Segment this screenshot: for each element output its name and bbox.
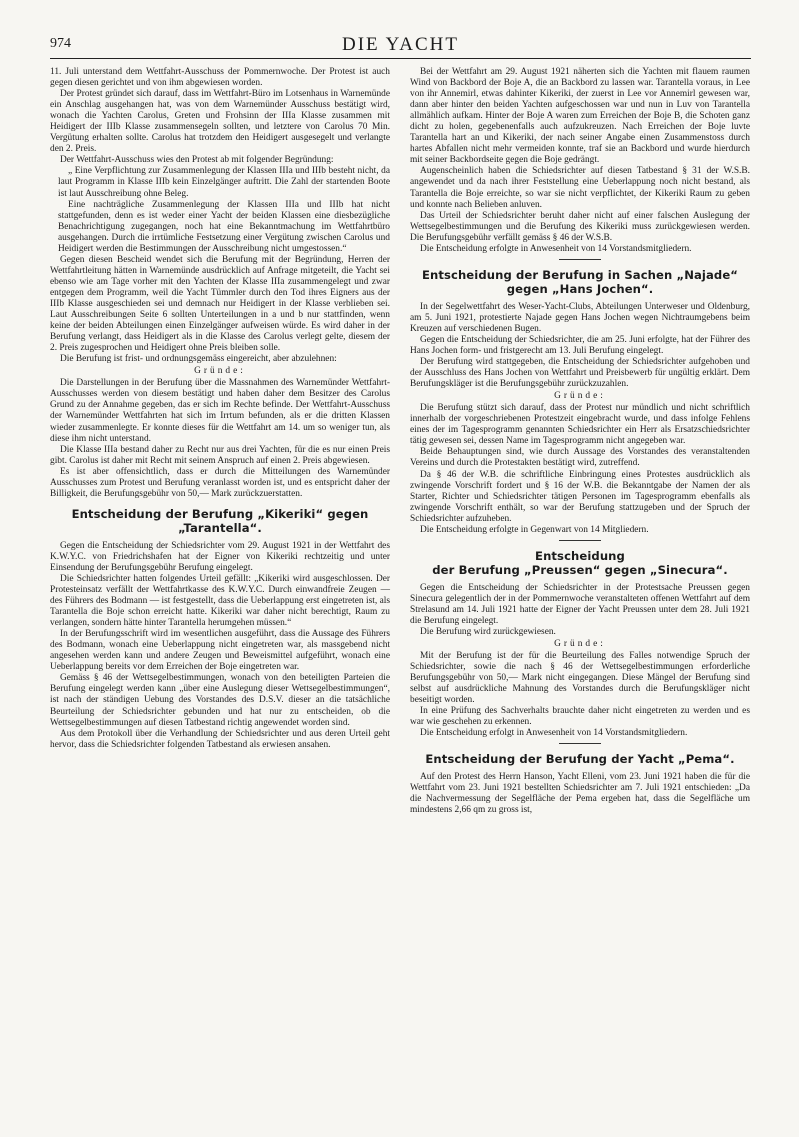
divider xyxy=(559,743,601,744)
paragraph: Der Berufung wird stattgegeben, die Entscheidung der Schiedsrichter aufgehoben und der Ausschluss des Hans Jochen von Wettfahrt und Preisbewerb für ungültig erklärt. Dem Berufungskläger ist die Berufungsgebühr zurückzuzahlen. xyxy=(410,357,750,390)
heading-pema: Entscheidung der Berufung der Yacht „Pema“. xyxy=(425,752,735,767)
paragraph: Da § 46 der W.B. die schriftliche Einbringung eines Protestes ausdrücklich als zwingende Vorschrift fordert und § 16 der W.B. die Bekanntgabe der Namen der als Starter, Richter und Schiedsrichter tätigen Personen im Tagesprogramm ebenfalls als zwingende Vorschrift enthält, so war der Berufung stattzugeben und der Spruch der Schiedsrichter aufzuheben. xyxy=(410,469,750,524)
section-label-gruende: Gründe: xyxy=(554,391,606,402)
paragraph: 11. Juli unterstand dem Wettfahrt-Ausschuss der Pommernwoche. Der Protest ist auch gegen diesen gerichtet und von ihm abgewiesen worden. xyxy=(50,67,390,89)
left-column xyxy=(50,67,390,816)
heading-preussen-line1: Entscheidung xyxy=(535,548,625,563)
paragraph: Gegen die Entscheidung der Schiedsrichter in der Protestsache Preussen gegen Sinecura gelegentlich der in der Pommernwoche veranstalteten offenen Wettfahrt auf dem Strelasund am 14. Juli 1921 hatte der Eigner der Yacht Preussen unter dem 28. Juli 1921 die Berufung eingelegt. xyxy=(410,582,750,626)
section-label-gruende: Gründe: xyxy=(554,639,606,650)
divider xyxy=(559,540,601,541)
paragraph: Gegen die Entscheidung der Schiedsrichter vom 29. August 1921 in der Wettfahrt des K.W.Y.C. von Friedrichshafen hat der Eigner von Kikeriki rechtzeitig und unter Einsendung der Berufungsgebühr Berufung eingelegt. xyxy=(50,540,390,573)
paragraph: Die Berufung ist frist- und ordnungsgemäss eingereicht, aber abzulehnen: xyxy=(60,354,337,365)
paragraph: Die Schiedsrichter hatten folgendes Urteil gefällt: „Kikeriki wird ausgeschlossen. Der Protesteinsatz verfällt der Wettfahrtkasse des K.W.Y.C. Durch einwandfreie Zeugen — des Führers des Bodmann — ist festgestellt, dass die Ueberlappung erst eingetreten ist, als Tarantella die Boje schon erreicht hatte. Kikeriki war daher nicht berechtigt, Raum zu verlangen, sondern hätte hinter Tarantella herumgehen müssen.“ xyxy=(50,573,390,629)
paragraph: Bei der Wettfahrt am 29. August 1921 näherten sich die Yachten mit flauem raumen Wind von Backbord der Boje A, die an Backbord zu lassen war. Tarantella voraus, in Lee von ihr Annemirl, etwas dahinter Kikeriki, der zuerst in Lee vor Annemirl gewesen war, dann aber hinter den beiden Yachten aufgeschossen war und nun in Luv von Tarantella allmählich aufkam. Hinter der Boje A waren zum Erreichen der Boje B, die Schoten ganz dicht zu holen, gegebenenfalls auch aufzukreuzen. Nach Erreichen der Boje luvte Tarantella hart an und Kikeriki, der nach seiner Angabe einen Zusammenstoss durch hartes Abfallen nicht mehr vermeiden konnte, traf sie an Backbord und wurde hierdurch mit seiner Backbordseite gegen die Boje gedrängt. xyxy=(410,67,750,166)
right-column xyxy=(410,67,750,816)
paragraph: In eine Prüfung des Sachverhalts brauchte daher nicht eingetreten zu werden und es war wie geschehen zu erkennen. xyxy=(410,706,750,728)
paragraph: Der Protest gründet sich darauf, dass im Wettfahrt-Büro im Lotsenhaus in Warnemünde ein Anschlag ausgehangen hat, was von dem Warnemünder Ausschuss bestätigt wird, wonach die Yachten Carolus, Greten und Frohsinn der IIIa Klasse zusammen mit Heidigert der IIIb Klasse zusammensegeln sollten, und letztere von Carolus 70 Min. Vergütung erhalten sollte. Carolus hat trotzdem den Heidigert ausgesegelt und verlangte den 2. Preis. xyxy=(50,89,390,155)
journal-title: DIE YACHT xyxy=(341,34,460,55)
paragraph: Beide Behauptungen sind, wie durch Aussage des Vorstandes des veranstaltenden Vereins und durch die Protestakten bestätigt wird, zutreffend. xyxy=(410,447,750,469)
paragraph: Die Berufung wird zurückgewiesen. xyxy=(420,626,556,637)
paragraph: Die Entscheidung erfolgte in Gegenwart von 14 Mitgliedern. xyxy=(420,524,649,535)
paragraph: Die Entscheidung erfolgt in Anwesenheit von 14 Vorstandsmitgliedern. xyxy=(420,728,688,739)
paragraph: Augenscheinlich haben die Schiedsrichter auf diesen Tatbestand § 31 der W.S.B. angewendet und da nach ihrer Feststellung eine Ueberlappung noch nicht bestand, als Tarantella die Boje erreichte, so war sie nicht verpflichtet, der Kikeriki Raum zu geben und konnte nach Belieben anluven. xyxy=(410,166,750,210)
paragraph: Das Urteil der Schiedsrichter beruht daher nicht auf einer falschen Auslegung der Wettsegelbestimmungen und die Berufung des Kikeriki muss zurückgewiesen werden. Die Berufungsgebühr verfällt gemäss § 46 der W.S.B. xyxy=(410,210,750,243)
page-header xyxy=(50,34,751,59)
text-columns xyxy=(50,67,751,816)
heading-preussen-sinecura: der Berufung „Preussen“ gegen „Sinecura“. xyxy=(432,563,728,578)
paragraph: In der Berufungsschrift wird im wesentlichen ausgeführt, dass die Aussage des Führers des Bodmann, wonach eine Ueberlappung nicht eingetreten war, als massgebend nicht angesehen werden kann und andere Zeugen und Beweismittel aufgeführt, wonach eine Ueberlappung bereits vor dem Erreichen der Boje eingetreten war. xyxy=(50,629,390,673)
paragraph: Mit der Berufung ist der für die Beurteilung des Falles notwendige Spruch der Schiedsrichter, sowie die nach § 46 der Wettsegelbestimmungen erforderliche Berufungsgebühr von 50,— Mark nicht eingegangen. Diese Mängel der Berufung sind selbst auf ausdrückliche Mahnung des Vorstandes durch die Berufungskläger nicht beseitigt worden. xyxy=(410,651,750,706)
section-label-gruende: Gründe: xyxy=(194,366,246,377)
paragraph: Die Entscheidung erfolgte in Anwesenheit von 14 Vorstandsmitgliedern. xyxy=(420,243,692,254)
heading-kikeriki-tarantella: Entscheidung der Berufung „Kikeriki“ gegen „Tarantella“. xyxy=(71,506,369,536)
heading-najade-hans-jochen: Entscheidung der Berufung in Sachen „Najade“ gegen „Hans Jochen“. xyxy=(421,267,739,297)
paragraph: Gemäss § 46 der Wettsegelbestimmungen, wonach von den beteiligten Parteien die Berufung eingelegt werden kann „über eine Auslegung dieser Wettsegelbestimmungen“, ist nach der ständigen Uebung des Vorstandes des D.S.V. dieser an die tatsächliche Beurteilung der Schiedsrichter gebunden und hat nur zu entscheiden, ob die Wettsegelbestimmungen auf diesen Tatbestand richtig angewendet worden sind. xyxy=(50,673,390,728)
quoted-paragraph: Eine nachträgliche Zusammenlegung der Klassen IIIa und IIIb hat nicht stattgefunden, denn es ist weder einer Yacht der beiden Klassen eine diesbezügliche Benachrichtigung zugegangen, noch hat eine Bekanntmachung im Wettfahrtbüro ausgehangen. Durch die irrtümliche Festsetzung einer Vergütung zwischen Carolus und Heidigert werden die Bestimmungen der Ausschreibung nicht umgestossen.“ xyxy=(58,199,390,254)
paragraph: Der Wettfahrt-Ausschuss wies den Protest ab mit folgender Begründung: xyxy=(60,155,334,166)
paragraph: Die Klasse IIIa bestand daher zu Recht nur aus drei Yachten, für die es nur einen Preis gibt. Carolus ist daher mit Recht mit seinem Anspruch auf einen 2. Preis abgewiesen. xyxy=(50,444,390,466)
paragraph: In der Segelwettfahrt des Weser-Yacht-Clubs, Abteilungen Unterweser und Oldenburg, am 5. Juni 1921, protestierte Najade gegen Hans Jochen wegen Nichtraumgebens beim Kreuzen auf verschiedenen Bugen. xyxy=(410,301,750,334)
paragraph: Auf den Protest des Herrn Hanson, Yacht Elleni, vom 23. Juni 1921 haben die für die Wettfahrt vom 23. Juni 1921 bestellten Schiedsrichter am 7. Juli 1921 entschieden: „Da die Nachvermessung der Segelfläche der Pema ergeben hat, dass die Segelfläche um mindestens 2,66 qm zu gross ist, xyxy=(410,771,750,816)
paragraph: Die Berufung stützt sich darauf, dass der Protest nur mündlich und nicht schriftlich innerhalb der vorgeschriebenen Protestzeit eingebracht wurde, und dass infolge Fehlens eines der im Tagesprogramm genannten Schiedsrichter ein Herr als Ersatzschiedsrichter tätig gewesen sei, dessen Name im Tagesprogramm nicht angegeben war. xyxy=(410,403,750,447)
paragraph: Aus dem Protokoll über die Verhandlung der Schiedsrichter und aus deren Urteil geht hervor, dass die Schiedsrichter folgenden Tatbestand als erwiesen ansahen. xyxy=(50,728,390,750)
paragraph: Gegen diesen Bescheid wendet sich die Berufung mit der Begründung, Herren der Wettfahrtleitung hätten in Warnemünde ausdrücklich auf Anfrage mitgeteilt, die Yacht sei ebenso wie am Tage vorher mit den Yachten der Klasse IIIa zusammengelegt und zwar entgegen dem Programm, weil die Yacht Tümmler durch den Tod ihres Eigners aus der IIIb Klasse ausgeschieden sei und demnach nur Heidigert in der Klasse verblieben sei. Laut Ausschreibungen Seite 6 sollten Unterteilungen in a und b nur stattfinden, wenn keine der beiden Abteilungen einen Einzelgänger aufweisen würde. Es wird daher in der Berufung verlangt, dass Heidigert als in die Klasse des Carolus verlegt gelte, diesem der 2. Preis zugesprochen und Heidigert ohne Preis bleiben solle. xyxy=(50,254,390,354)
paragraph: Es ist aber offensichtlich, dass er durch die Mitteilungen des Warnemünder Ausschusses zum Protest und Berufung veranlasst worden ist, und es entspricht daher der Billigkeit, die Berufungsgebühr von 50,— Mark zurückzuerstatten. xyxy=(50,466,390,499)
divider xyxy=(559,259,601,260)
quoted-paragraph: „ Eine Verpflichtung zur Zusammenlegung der Klassen IIIa und IIIb besteht nicht, da laut Programm in Klasse IIIb kein Einzelgänger auftritt. Die Zahl der startenden Boote ist laut Ausschreibung ohne Beleg. xyxy=(58,166,390,199)
paragraph: Gegen die Entscheidung der Schiedsrichter, die am 25. Juni erfolgte, hat der Führer des Hans Jochen form- und fristgerecht am 13. Juli Berufung eingelegt. xyxy=(410,334,750,356)
paragraph: Die Darstellungen in der Berufung über die Massnahmen des Warnemünder Wettfahrt-Ausschusses werden von diesem bestätigt und haben daher dem Besitzer des Carolus Grund zu der Annahme gegeben, das er sich im Rechte befinde. Der Wettfahrt-Ausschuss der Warnemünder Wettfahrten hat sich im Irrtum befunden, als er die dritten Klassen wieder zusammenlegte. Er konnte dieses für die Wettfahrt am 14. um so weniger tun, als diese ihm nicht unterstand. xyxy=(50,378,390,444)
page-number: 974 xyxy=(50,36,71,51)
